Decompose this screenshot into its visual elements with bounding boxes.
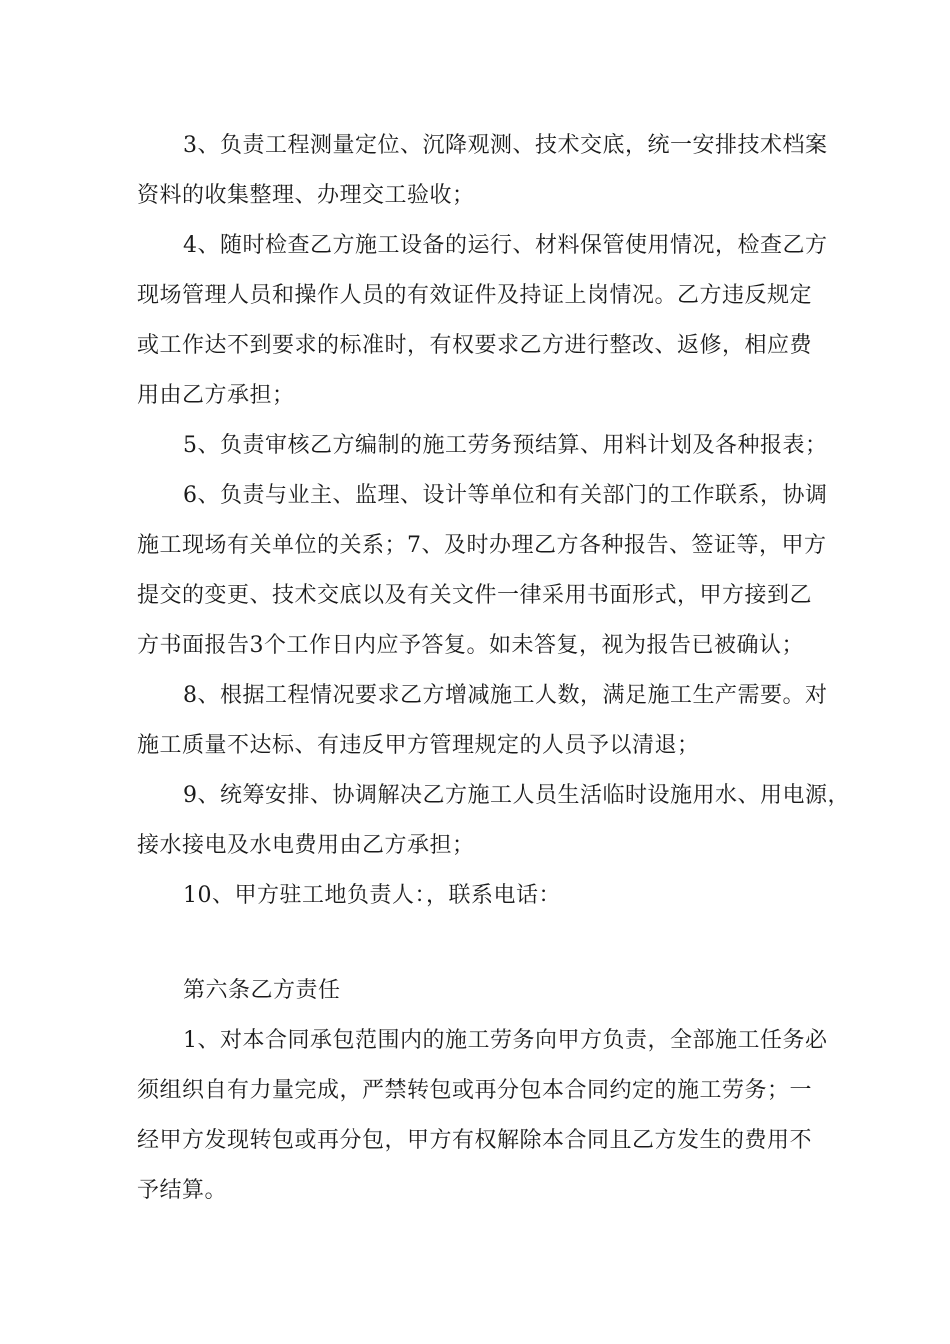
text-line: 接水接电及水电费用由乙方承担； bbox=[137, 833, 475, 858]
text-line: 4、随时检查乙方施工设备的运行、材料保管使用情况，检查乙方 bbox=[183, 233, 828, 258]
text-line: 施工现场有关单位的关系；7、及时办理乙方各种报告、签证等，甲方 bbox=[137, 533, 827, 558]
text-line: 资料的收集整理、办理交工验收； bbox=[137, 183, 475, 208]
text-line: 3、负责工程测量定位、沉降观测、技术交底，统一安排技术档案 bbox=[183, 133, 828, 158]
text-line: 9、统筹安排、协调解决乙方施工人员生活临时设施用水、用电源， bbox=[183, 783, 850, 808]
text-line: 提交的变更、技术交底以及有关文件一律采用书面形式，甲方接到乙 bbox=[137, 583, 813, 608]
text-line: 经甲方发现转包或再分包，甲方有权解除本合同且乙方发生的费用不 bbox=[137, 1128, 813, 1153]
text-line: 用由乙方承担； bbox=[137, 383, 295, 408]
text-line: 方书面报告3个工作日内应予答复。如未答复，视为报告已被确认； bbox=[137, 633, 804, 658]
text-line: 须组织自有力量完成，严禁转包或再分包本合同约定的施工劳务；一 bbox=[137, 1078, 813, 1103]
text-line: 6、负责与业主、监理、设计等单位和有关部门的工作联系，协调 bbox=[183, 483, 828, 508]
text-line: 现场管理人员和操作人员的有效证件及持证上岗情况。乙方违反规定 bbox=[137, 283, 813, 308]
text-line: 1、对本合同承包范围内的施工劳务向甲方负责，全部施工任务必 bbox=[183, 1028, 828, 1053]
section-heading: 第六条乙方责任 bbox=[183, 978, 341, 1003]
text-line: 施工质量不达标、有违反甲方管理规定的人员予以清退； bbox=[137, 733, 700, 758]
text-line: 予结算。 bbox=[137, 1178, 228, 1203]
text-line: 5、负责审核乙方编制的施工劳务预结算、用料计划及各种报表； bbox=[183, 433, 828, 458]
text-line: 10、甲方驻工地负责人：，联系电话： bbox=[183, 883, 561, 908]
text-line: 或工作达不到要求的标准时，有权要求乙方进行整改、返修，相应费 bbox=[137, 333, 813, 358]
text-line: 8、根据工程情况要求乙方增减施工人数，满足施工生产需要。对 bbox=[183, 683, 828, 708]
